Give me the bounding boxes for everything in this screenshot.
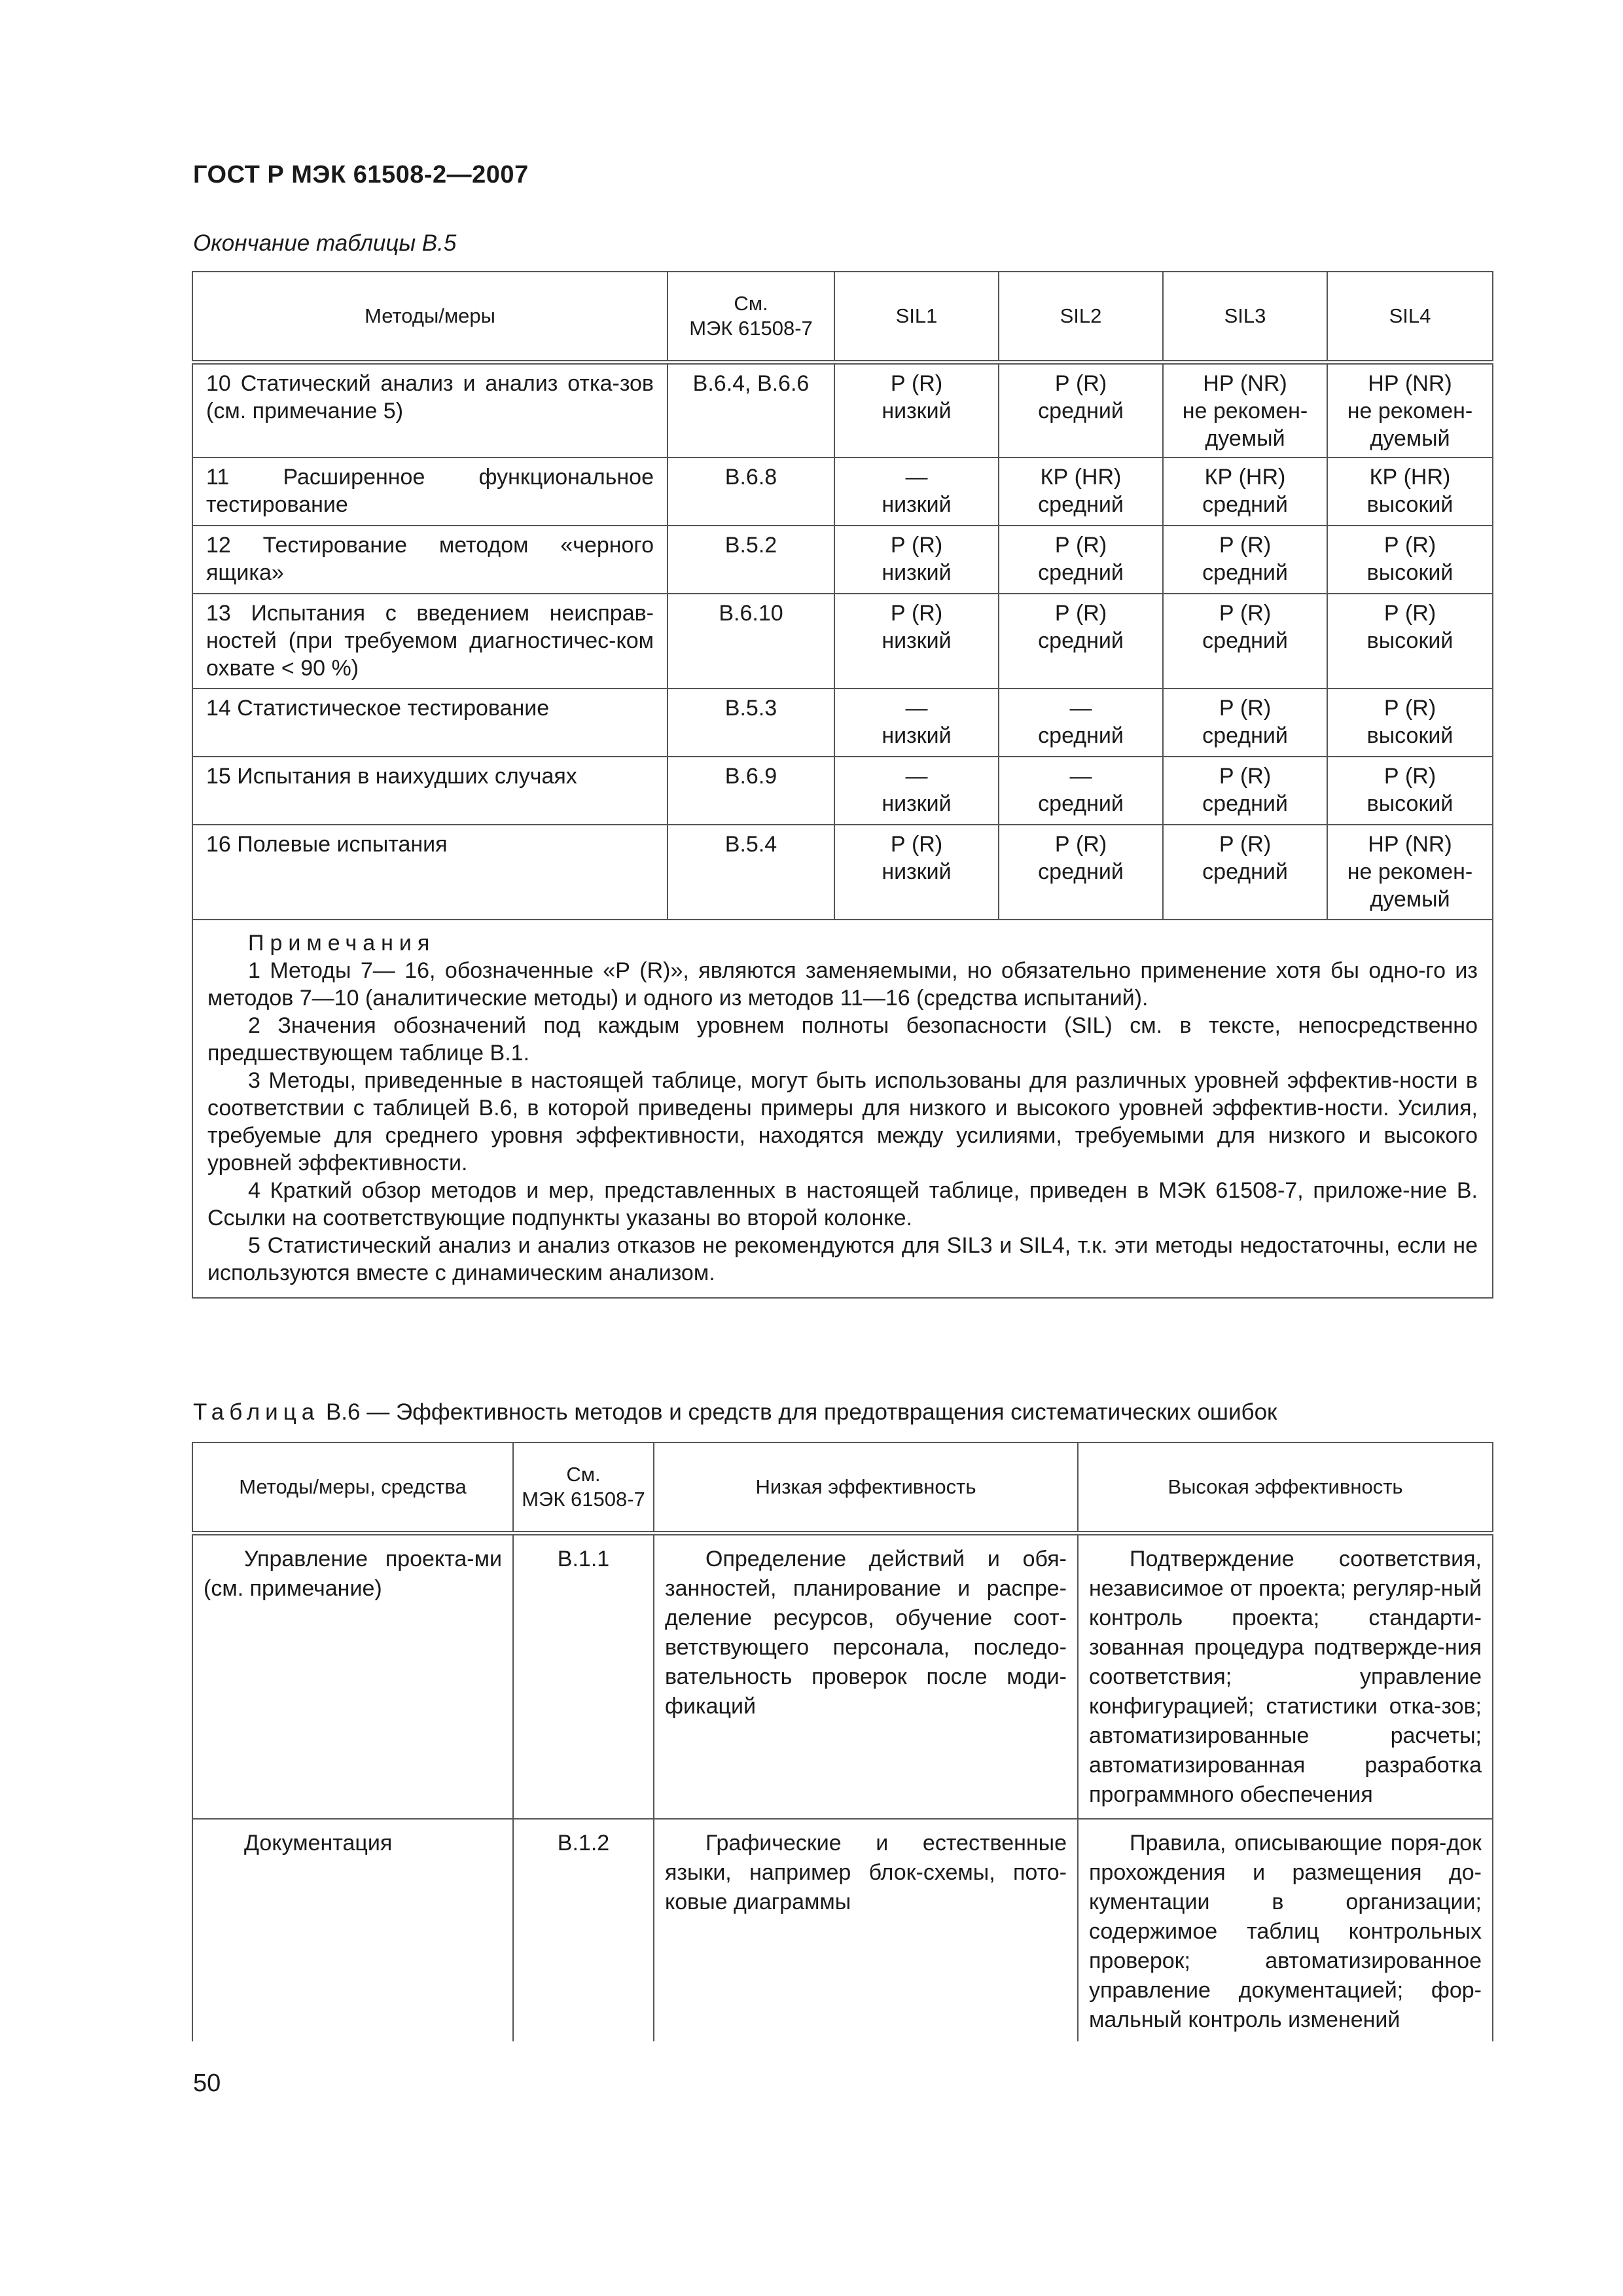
reference-cell: B.6.8 — [668, 457, 834, 526]
high-effectiveness-cell: Правила, описывающие поря-док прохождения и размещения до-кументации в организации; содержимое таблиц контрольных проверок; автоматизированное управление документацией; фор-мальный контроль изменений — [1078, 1819, 1493, 2041]
method-cell: 12 Тестирование методом «черного ящика» — [192, 526, 668, 594]
sil2-cell: Р (R) средний — [999, 526, 1163, 594]
table-b6 — [192, 1442, 1493, 2041]
method-cell: 15 Испытания в наихудших случаях — [192, 757, 668, 825]
method-cell: 13 Испытания с введением неисправ-ностей (при требуемом диагностичес-ком охвате < 90 %) — [192, 594, 668, 689]
reference-cell: B.6.4, B.6.6 — [668, 363, 834, 457]
table-row — [192, 825, 1493, 920]
column-header-reference: См. МЭК 61508-7 — [513, 1443, 654, 1534]
sil2-cell: — средний — [999, 689, 1163, 757]
table-header-row — [192, 1443, 1493, 1534]
sil3-cell: Р (R) средний — [1163, 526, 1327, 594]
method-cell: 14 Статистическое тестирование — [192, 689, 668, 757]
reference-cell: B.5.2 — [668, 526, 834, 594]
note-item: 3 Методы, приведенные в настоящей таблице, могут быть использованы для различных уровней эффектив-ности в соответствии с таблицей B.6, в которой приведены примеры для низкого и высокого уровней эффектив-ности. Усилия, требуемые для среднего уровня эффективности, находятся между усилиями, требуемыми для низкого и высокого уровней эффективности. — [207, 1067, 1478, 1175]
sil4-cell: НР (NR) не рекомен- дуемый — [1327, 363, 1493, 457]
reference-cell: B.1.1 — [513, 1534, 654, 1819]
note-item: 1 Методы 7— 16, обозначенные «Р (R)», являются заменяемыми, но обязательно применение хотя бы одно-го из методов 7—10 (аналитические методы) и одного из методов 11—16 (средства испытаний). — [207, 958, 1478, 1011]
note-item: 4 Краткий обзор методов и мер, представленных в настоящей таблице, приведен в МЭК 61508-7, приложе-ние B. Ссылки на соответствующие подпункты указаны во второй колонке. — [207, 1177, 1478, 1230]
sil4-cell: Р (R) высокий — [1327, 526, 1493, 594]
column-header-sil1: SIL1 — [834, 272, 999, 363]
notes-row — [192, 920, 1493, 1298]
document-header: ГОСТ Р МЭК 61508-2—2007 — [193, 161, 529, 188]
table-b6-title-label: Таблица — [193, 1399, 320, 1425]
sil1-cell: Р (R) низкий — [834, 825, 999, 920]
table-b6-title-text: B.6 — Эффективность методов и средств для предотвращения систематических ошибок — [319, 1399, 1277, 1425]
sil3-cell: НР (NR) не рекомен- дуемый — [1163, 363, 1327, 457]
sil1-cell: — низкий — [834, 457, 999, 526]
sil1-cell: — низкий — [834, 689, 999, 757]
sil4-cell: НР (NR) не рекомен- дуемый — [1327, 825, 1493, 920]
table-b5 — [192, 271, 1493, 1299]
sil2-cell: Р (R) средний — [999, 594, 1163, 689]
sil4-cell: Р (R) высокий — [1327, 594, 1493, 689]
low-effectiveness-cell: Графические и естественные языки, например блок-схемы, пото-ковые диаграммы — [654, 1819, 1078, 2041]
note-item: 2 Значения обозначений под каждым уровнем полноты безопасности (SIL) см. в тексте, непосредственно предшествующем таблице B.1. — [207, 1013, 1478, 1066]
sil2-cell: Р (R) средний — [999, 363, 1163, 457]
method-cell: 16 Полевые испытания — [192, 825, 668, 920]
sil1-cell: Р (R) низкий — [834, 363, 999, 457]
note-item: 5 Статистический анализ и анализ отказов не рекомендуются для SIL3 и SIL4, т.к. эти методы недостаточны, если не используются вместе с динамическим анализом. — [207, 1232, 1478, 1285]
reference-cell: B.1.2 — [513, 1819, 654, 2041]
reference-cell: B.6.9 — [668, 757, 834, 825]
table-row — [192, 1819, 1493, 2041]
sil1-cell: Р (R) низкий — [834, 594, 999, 689]
sil2-cell: КР (HR) средний — [999, 457, 1163, 526]
table-row — [192, 689, 1493, 757]
notes-title: Примечания — [248, 930, 436, 956]
table-continuation-caption: Окончание таблицы B.5 — [193, 230, 457, 256]
table-row — [192, 757, 1493, 825]
sil2-cell: — средний — [999, 757, 1163, 825]
reference-cell: B.6.10 — [668, 594, 834, 689]
method-cell: 11 Расширенное функциональное тестирование — [192, 457, 668, 526]
sil1-cell: Р (R) низкий — [834, 526, 999, 594]
method-cell: Документация — [192, 1819, 513, 2041]
column-header-sil3: SIL3 — [1163, 272, 1327, 363]
sil1-cell: — низкий — [834, 757, 999, 825]
sil4-cell: Р (R) высокий — [1327, 757, 1493, 825]
sil4-cell: КР (HR) высокий — [1327, 457, 1493, 526]
page-number: 50 — [193, 2070, 221, 2097]
notes-cell — [192, 920, 1493, 1298]
column-header-sil2: SIL2 — [999, 272, 1163, 363]
table-row — [192, 594, 1493, 689]
table-row — [192, 1534, 1493, 1819]
sil3-cell: Р (R) средний — [1163, 594, 1327, 689]
low-effectiveness-cell: Определение действий и обя-занностей, планирование и распре-деление ресурсов, обучение соот-ветствующего персонала, последо-вательность проверок после моди-фикаций — [654, 1534, 1078, 1819]
reference-cell: B.5.4 — [668, 825, 834, 920]
table-row — [192, 363, 1493, 457]
column-header-low-effectiveness: Низкая эффективность — [654, 1443, 1078, 1534]
column-header-reference: См. МЭК 61508-7 — [668, 272, 834, 363]
sil3-cell: КР (HR) средний — [1163, 457, 1327, 526]
method-cell: Управление проекта-ми (см. примечание) — [192, 1534, 513, 1819]
column-header-methods-means: Методы/меры, средства — [192, 1443, 513, 1534]
column-header-methods: Методы/меры — [192, 272, 668, 363]
column-header-high-effectiveness: Высокая эффективность — [1078, 1443, 1493, 1534]
sil3-cell: Р (R) средний — [1163, 689, 1327, 757]
column-header-sil4: SIL4 — [1327, 272, 1493, 363]
reference-cell: B.5.3 — [668, 689, 834, 757]
sil4-cell: Р (R) высокий — [1327, 689, 1493, 757]
method-cell: 10 Статический анализ и анализ отка-зов (см. примечание 5) — [192, 363, 668, 457]
sil2-cell: Р (R) средний — [999, 825, 1163, 920]
high-effectiveness-cell: Подтверждение соответствия, независимое от проекта; регуляр-ный контроль проекта; стандарти-зованная процедура подтвержде-ния соответствия; управление конфигурацией; статистики отка-зов; автоматизированные расчеты; автоматизированная разработка программного обеспечения — [1078, 1534, 1493, 1819]
sil3-cell: Р (R) средний — [1163, 757, 1327, 825]
sil3-cell: Р (R) средний — [1163, 825, 1327, 920]
table-header-row — [192, 272, 1493, 363]
table-b6-title — [193, 1399, 1277, 1426]
table-row — [192, 526, 1493, 594]
table-row — [192, 457, 1493, 526]
